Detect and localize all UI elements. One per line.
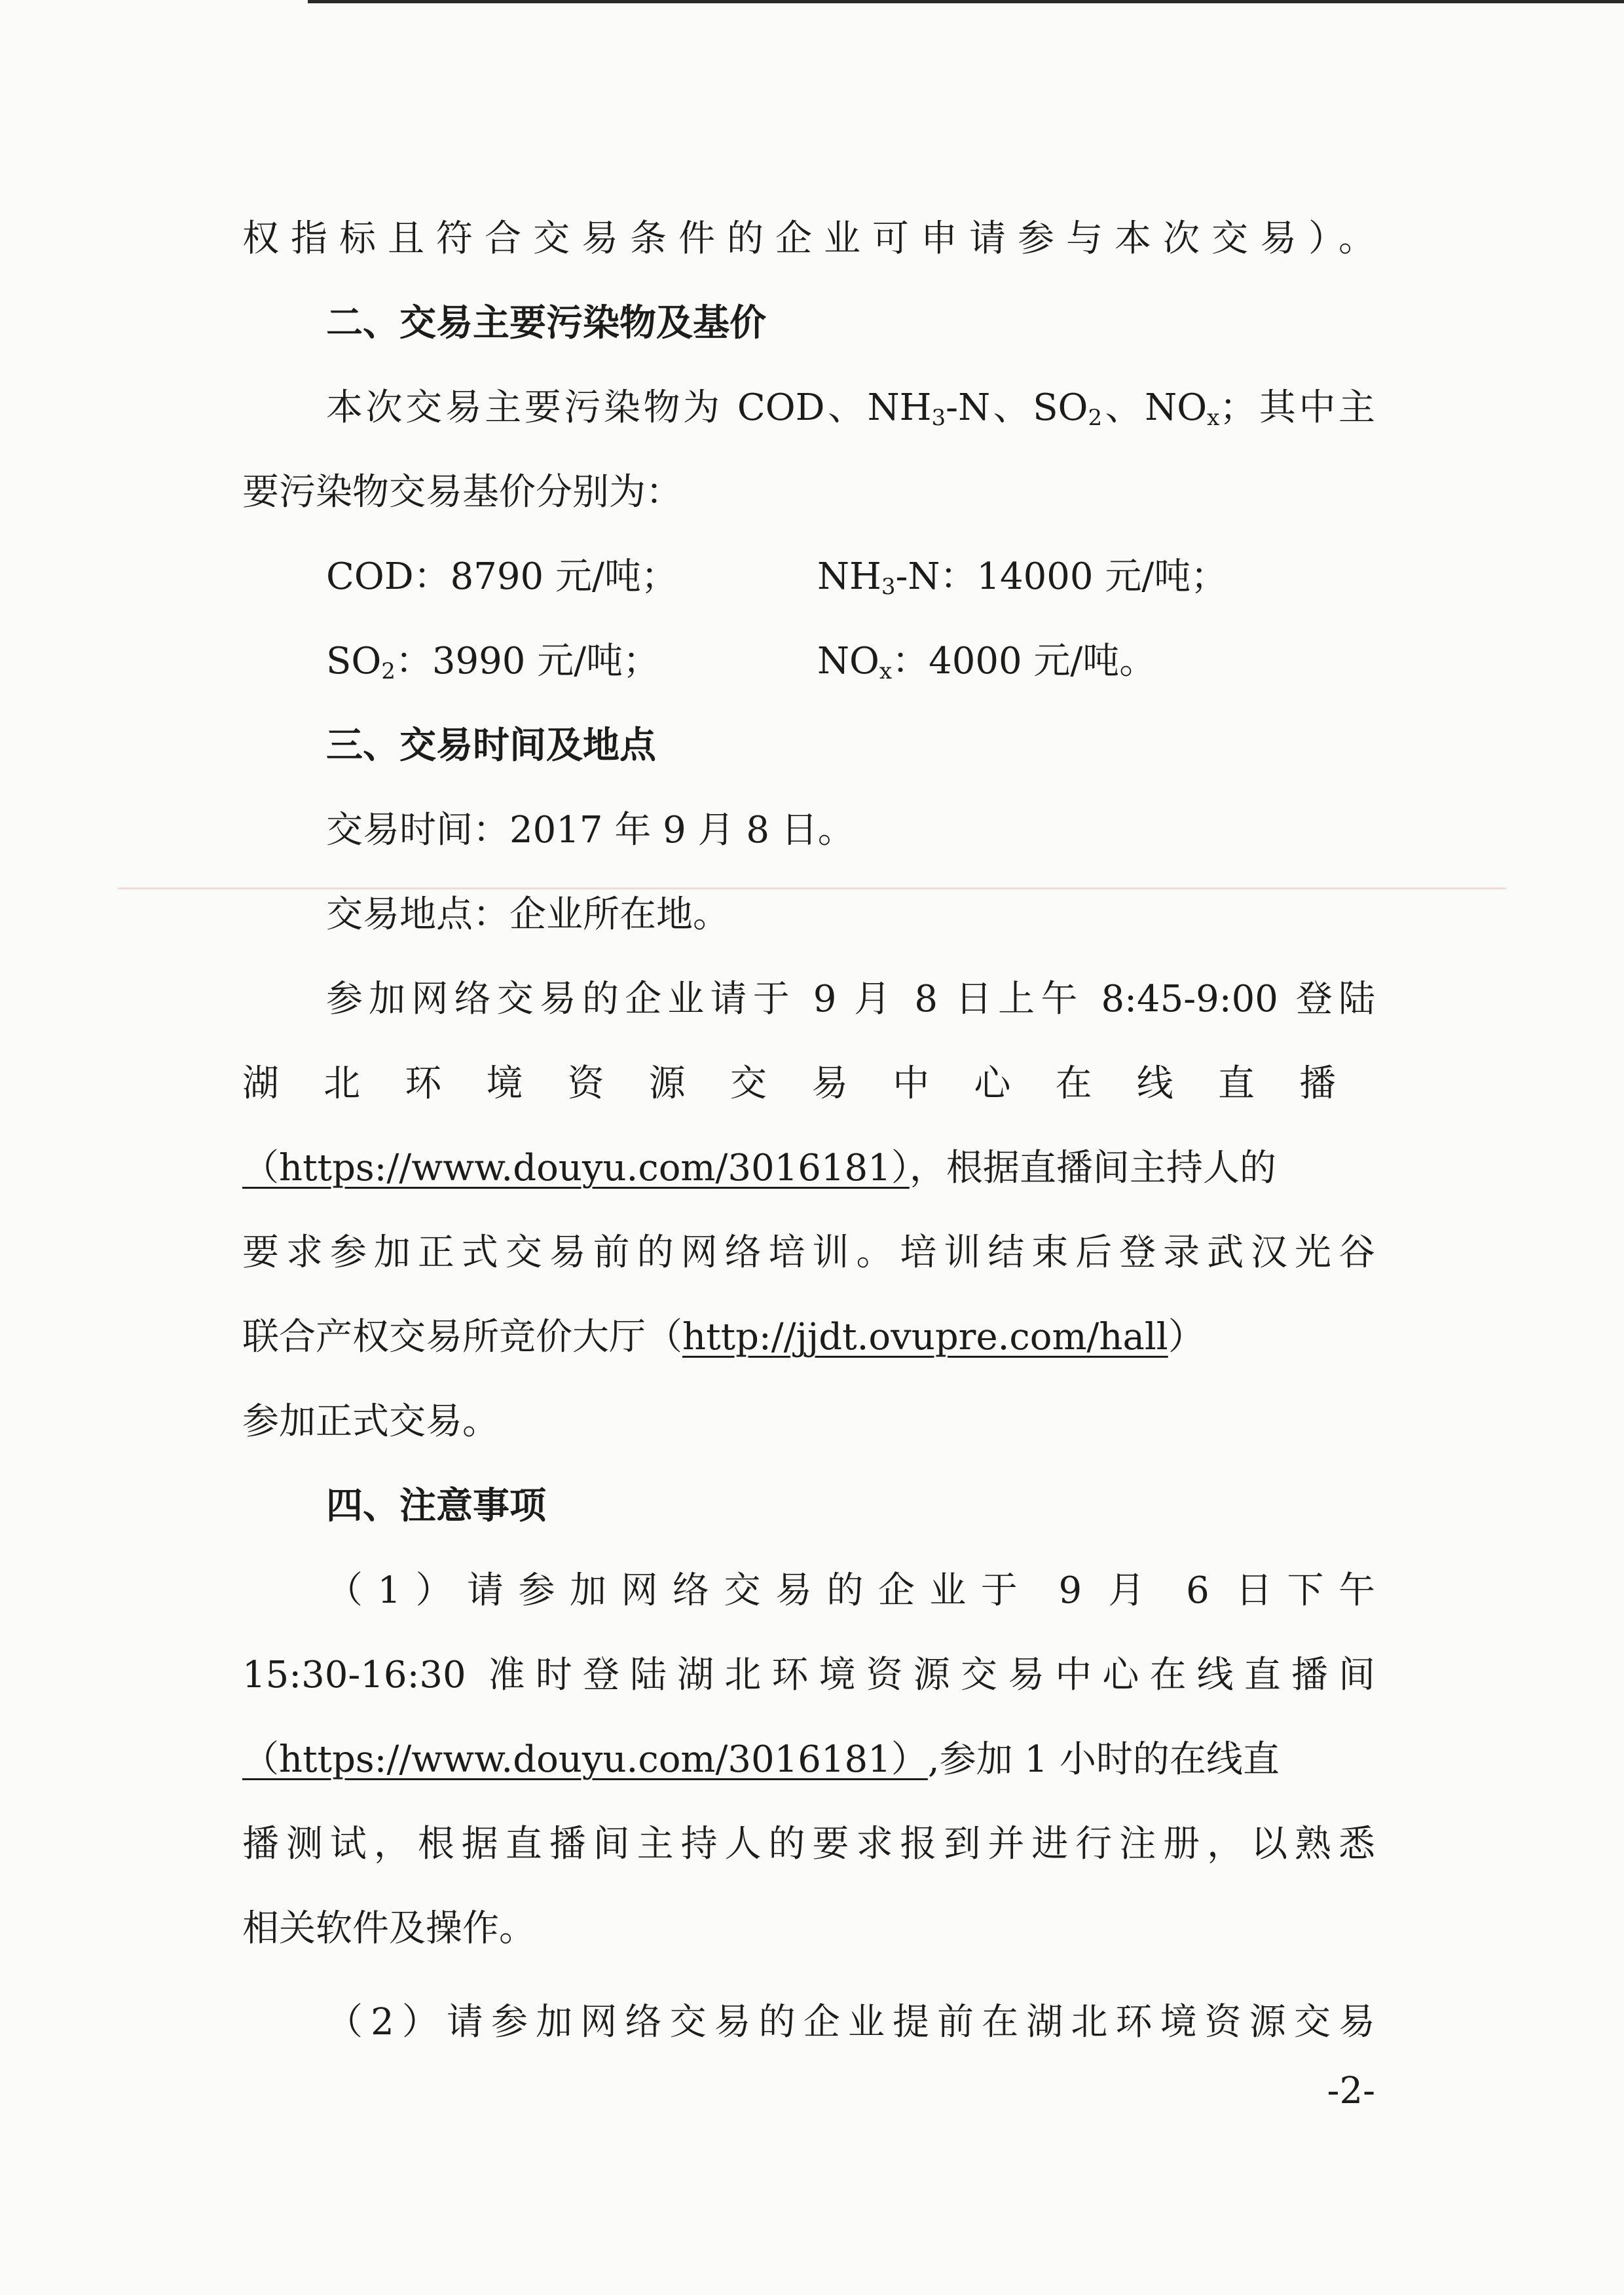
paragraph-line: （2）请参加网络交易的企业提前在湖北环境资源交易 — [326, 2001, 1375, 2043]
top-border-line — [308, 0, 1624, 3]
trade-place: 交易地点：企业所在地。 — [326, 893, 729, 936]
paragraph-line: 联合产权交易所竞价大厅（http://jjdt.ovupre.com/hall） — [242, 1316, 1205, 1358]
section-heading-2: 二、交易主要污染物及基价 — [326, 302, 766, 345]
paragraph-line: （https://www.douyu.com/3016181），根据直播间主持人的 — [242, 1147, 1276, 1189]
paragraph-line: 参加正式交易。 — [242, 1400, 499, 1443]
trade-time: 交易时间：2017 年 9 月 8 日。 — [326, 809, 855, 851]
paragraph-line: 权指标且符合交易条件的企业可申请参与本次交易）。 — [242, 217, 1375, 260]
hall-link[interactable]: http://jjdt.ovupre.com/hall — [682, 1316, 1168, 1358]
document-body — [242, 196, 1375, 2064]
price-row — [242, 619, 1375, 703]
price-nh3n: $NH_3-N$：14000 元/吨； — [817, 555, 1228, 600]
paragraph-line: 参加网络交易的企业请于 9 月 8 日上午 8:45-9:00 登陆 — [326, 978, 1375, 1020]
paragraph-line: 要求参加正式交易前的网络培训。培训结束后登录武汉光谷 — [242, 1231, 1375, 1274]
paragraph-line: 播测试，根据直播间主持人的要求报到并进行注册，以熟悉 — [242, 1823, 1375, 1865]
page-number: -2- — [1327, 2070, 1375, 2112]
section-heading-4: 四、注意事项 — [326, 1485, 546, 1527]
paragraph-line: 湖北环境资源交易中心在线直播 — [242, 1062, 1375, 1105]
paragraph-line: 要污染物交易基价分别为： — [242, 471, 682, 513]
paragraph-line: （https://www.douyu.com/3016181）,参加 1 小时的在线直 — [242, 1738, 1280, 1781]
price-row — [242, 534, 1375, 619]
paragraph-line: 本次交易主要污染物为 COD、$NH_3-N$、$SO_2$、$NO_x$；其中主 — [326, 386, 1375, 431]
price-nox: $NO_x$：4000 元/吨。 — [817, 640, 1156, 684]
douyu-link[interactable]: （https://www.douyu.com/3016181） — [242, 1147, 910, 1189]
section-heading-3: 三、交易时间及地点 — [326, 724, 656, 767]
price-cod: COD：8790 元/吨； — [326, 555, 678, 598]
douyu-link-2[interactable]: （https://www.douyu.com/3016181） — [242, 1738, 928, 1781]
paragraph-line: 相关软件及操作。 — [242, 1907, 536, 1950]
paragraph-line: （1）请参加网络交易的企业于 9 月 6 日下午 — [326, 1569, 1375, 1612]
paragraph-line: 15:30-16:30 准时登陆湖北环境资源交易中心在线直播间 — [242, 1654, 1375, 1696]
price-so2: $SO_2$：3990 元/吨； — [326, 640, 660, 684]
